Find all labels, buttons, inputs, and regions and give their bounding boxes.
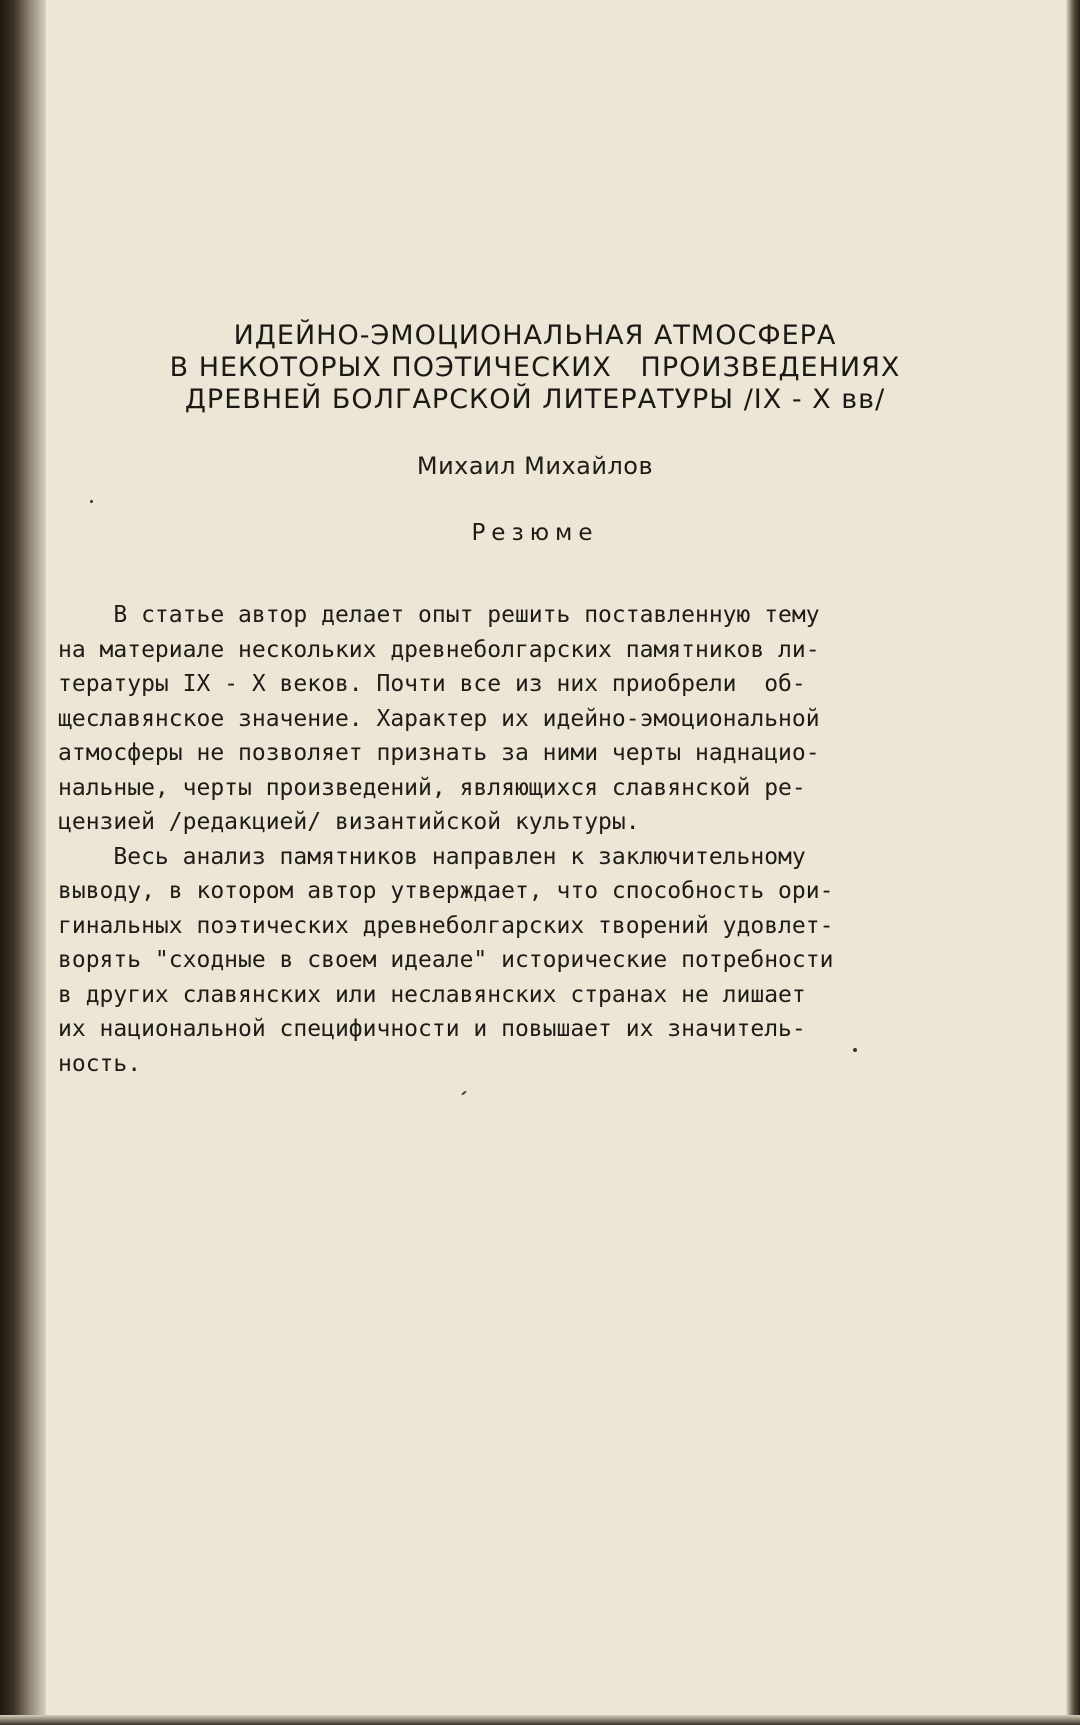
title-line-3: ДРЕВНЕЙ БОЛГАРСКОЙ ЛИТЕРАТУРЫ /IX - X вв/ (184, 384, 886, 415)
author-name: Михаил Михайлов (416, 452, 654, 480)
body-line: атмосферы не позволяет признать за ними черты наднацио- (58, 740, 820, 766)
body-line: ворять "сходные в своем идеале" исторические потребности (58, 947, 834, 973)
title-line-2: В НЕКОТОРЫХ ПОЭТИЧЕСКИХ ПРОИЗВЕДЕНИЯХ (169, 352, 901, 383)
binding-shadow (0, 0, 46, 1725)
body-line: нальные, черты произведений, являющихся славянской ре- (58, 774, 806, 801)
body-line: цензией /редакцией/ византийской культуры. (58, 809, 640, 835)
body-line: на материале нескольких древнеболгарских памятников ли- (58, 636, 820, 663)
body-line: их национальной специфичности и повышает их значитель- (58, 1016, 806, 1042)
body-line: выводу, в котором автор утверждает, что способность ори- (58, 878, 834, 904)
resume-heading: Резюме (471, 520, 599, 546)
page-right-edge (1066, 0, 1080, 1725)
abstract-body (58, 598, 1018, 1081)
page-bottom-edge (0, 1715, 1080, 1725)
body-line: Весь анализ памятников направлен к заключительному (58, 843, 806, 870)
ink-speck (853, 1048, 857, 1052)
body-line: щеславянское значение. Характер их идейно-эмоциональной (58, 705, 820, 732)
header-block (60, 320, 1010, 546)
ink-speck (461, 1090, 467, 1095)
title-line-1: ИДЕЙНО-ЭМОЦИОНАЛЬНАЯ АТМОСФЕРА (233, 320, 837, 351)
body-line: тературы IX - X веков. Почти все из них приобрели об- (58, 671, 806, 697)
body-line: В статье автор делает опыт решить поставленную тему (58, 602, 820, 628)
body-line: в других славянских или неславянских странах не лишает (58, 981, 806, 1008)
body-line: ность. (58, 1050, 142, 1077)
ink-speck (90, 500, 93, 503)
body-line: гинальных поэтических древнеболгарских творений удовлет- (58, 912, 834, 939)
